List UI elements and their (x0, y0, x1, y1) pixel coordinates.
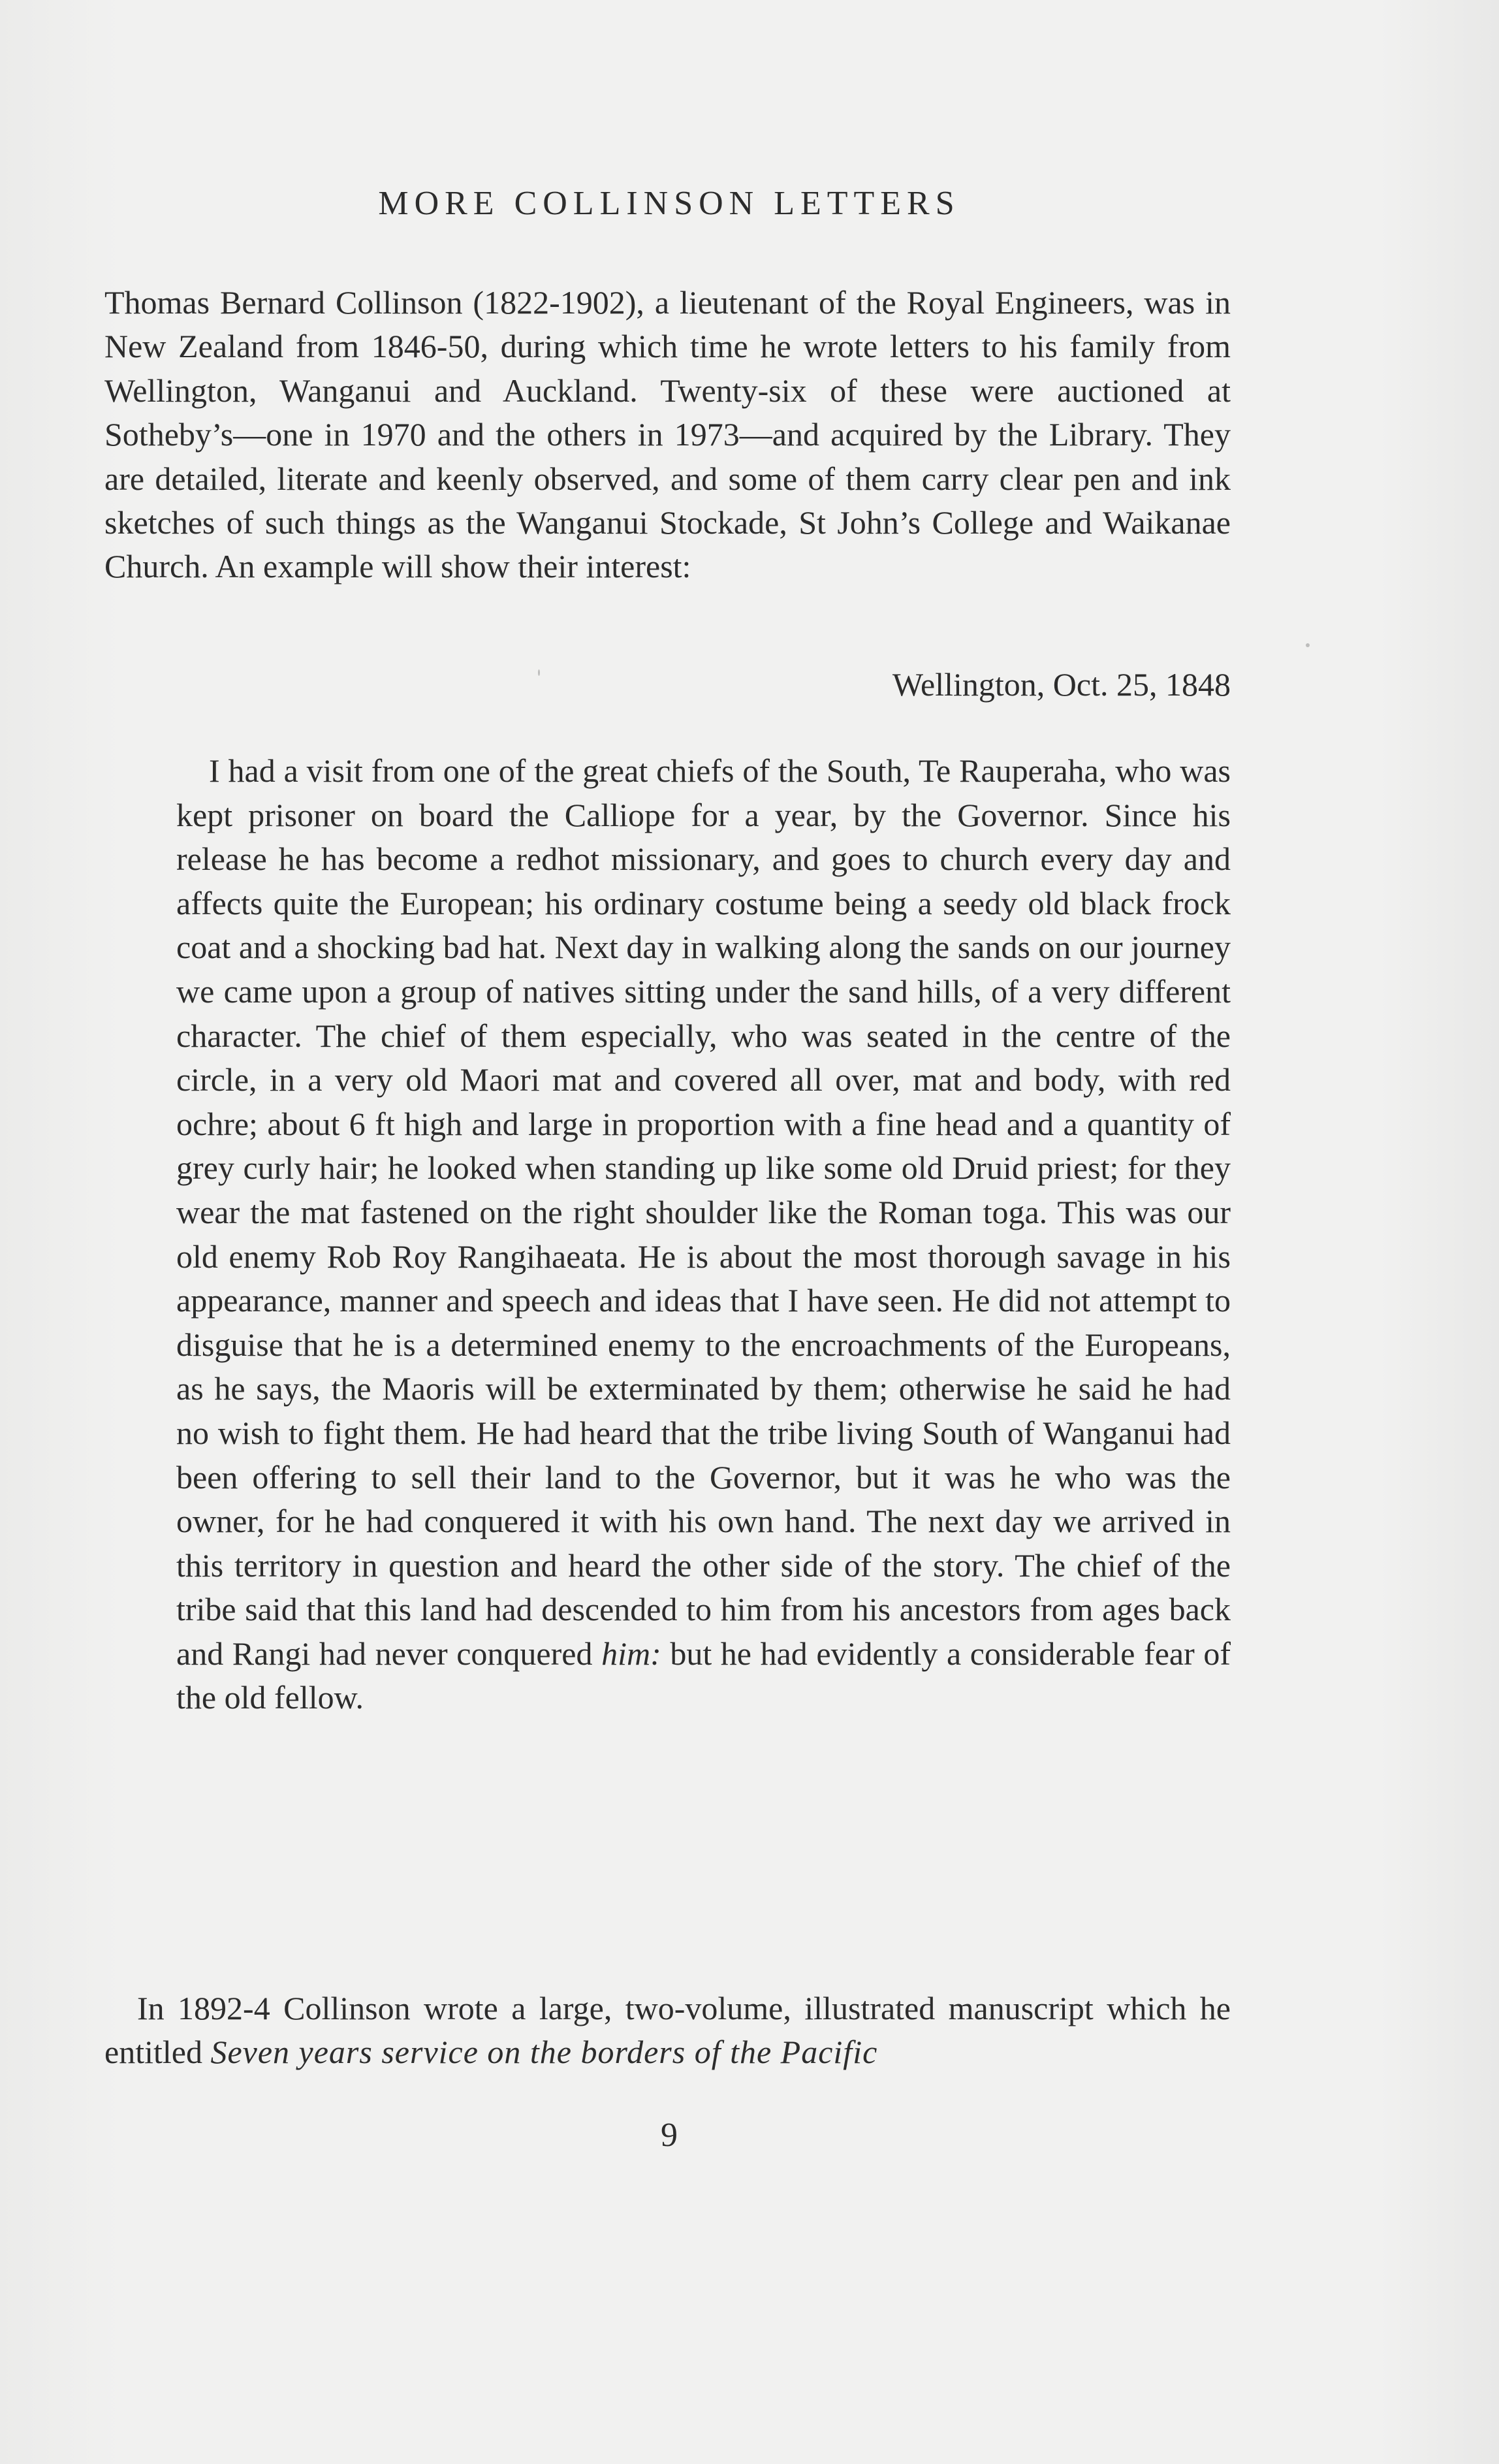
paper-speck (1306, 643, 1310, 647)
closing-text: In 1892-4 Collinson wrote a large, two-volume, illustrated manuscript which he entitled (104, 1990, 1231, 2070)
letter-quote-emphasis: him: (601, 1635, 661, 1672)
closing-paragraph (104, 1987, 1231, 2074)
page-number: 9 (661, 2117, 678, 2154)
page-title: MORE COLLINSON LETTERS (378, 185, 960, 222)
letter-quote-end: but he had evidently a considerable fear of the old fellow. (176, 1635, 1231, 1716)
letter-quote (176, 749, 1231, 1720)
paper-speck (538, 669, 540, 676)
manuscript-title: Seven years service on the borders of the Pacific (210, 2034, 878, 2070)
intro-paragraph: Thomas Bernard Collinson (1822-1902), a lieutenant of the Royal Engineers, was in New Zealand from 1846-50, during which time he wrote letters to his family from Wellington, Wanganui and Auckland. Twenty-six of these were auctioned at Sotheby’s—one in 1970 and the others in 1973—and acquired by the Library. They are detailed, literate and keenly observed, and some of them carry clear pen and ink sketches of such things as the Wanganui Stockade, St John’s College and Waikanae Church. An example will show their interest: (104, 284, 1231, 585)
letter-quote-text: I had a visit from one of the great chiefs of the South, Te Rauperaha, who was kept prisoner on board the Calliope for a year, by the Governor. Since his release he has become a redhot missionary, and goes to church every day and affects quite the European; his ordinary costume being a seedy old black frock coat and a shocking bad hat. Next day in walking along the sands on our journey we came upon a group of natives sitting under the sand hills, of a very different character. The chief of them especially, who was seated in the centre of the circle, in a very old Maori mat and covered all over, mat and body, with red ochre; about 6 ft high and large in proportion with a fine head and a quantity of grey curly hair; he looked when standing up like some old Druid priest; for they wear the mat fastened on the right shoulder like the Roman toga. This was our old enemy Rob Roy Rangihaeata. He is about the most thorough savage in his appearance, manner and speech and ideas that I have seen. He did not attempt to disguise that he is a determined enemy to the encroachments of the Europeans, as he says, the Maoris will be exterminated by them; otherwise he said he had no wish to fight them. He had heard that the tribe living South of Wanganui had been offering to sell their land to the Governor, but it was he who was the owner, for he had conquered it with his own hand. The next day we arrived in this territory in question and heard the other side of the story. The chief of the tribe said that this land had descended to him from his ancestors from ages back and Rangi had never conquered (176, 752, 1231, 1672)
letter-dateline: Wellington, Oct. 25, 1848 (892, 666, 1231, 703)
